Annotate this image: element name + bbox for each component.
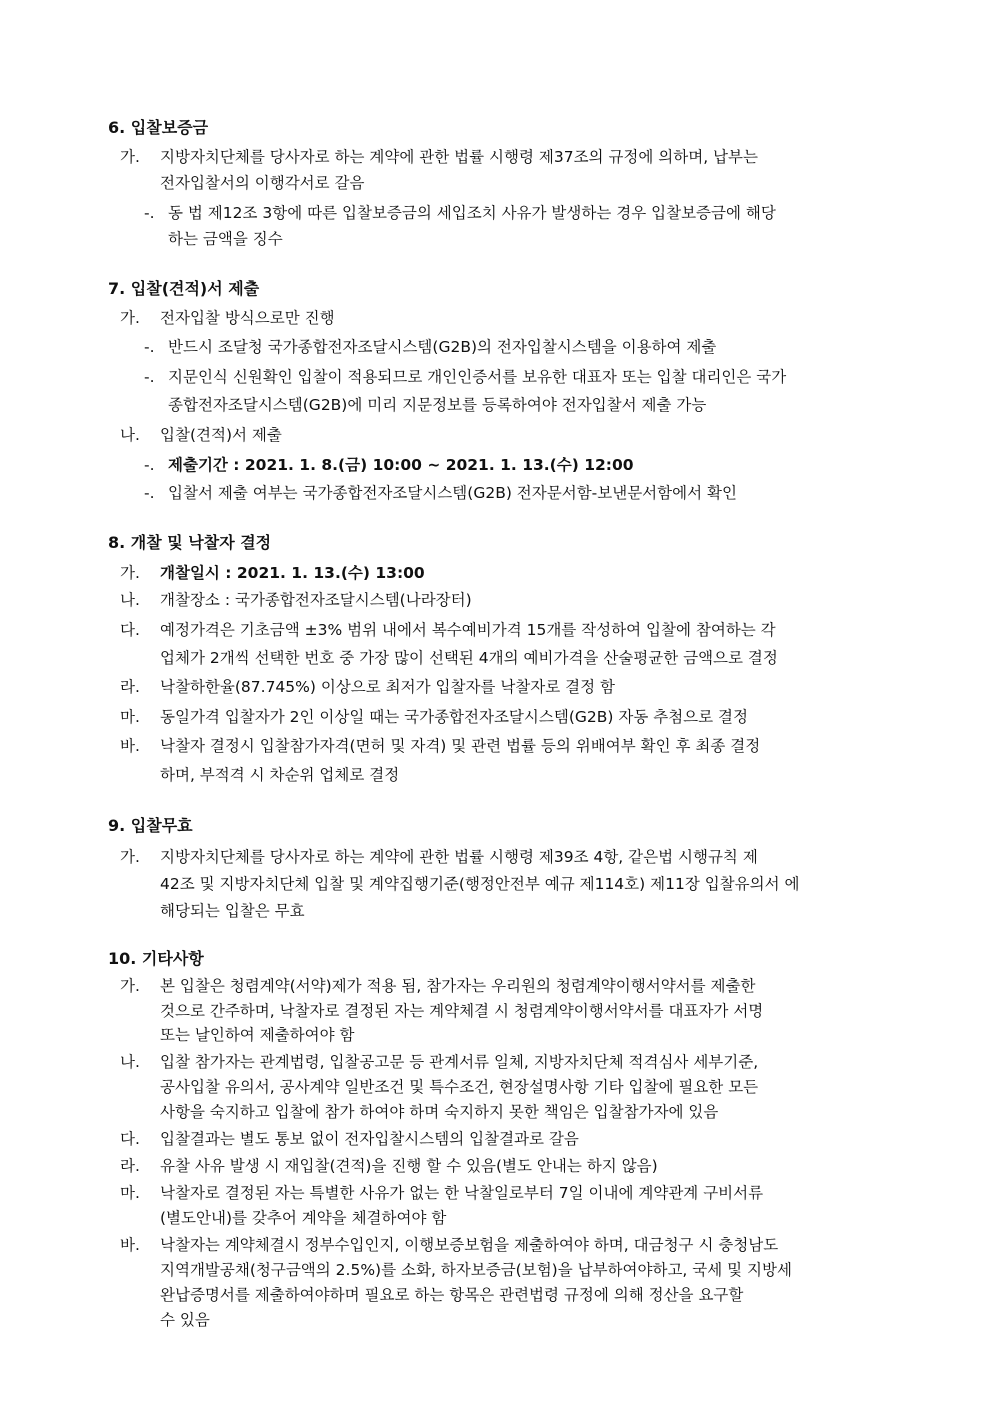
item-marker: 가. (120, 148, 140, 166)
item-marker: 다. (120, 1130, 140, 1148)
item-text: 낙찰자 결정시 입찰참가자격(면허 및 자격) 및 관련 법률 등의 위배여부 확인 후 최종 결정 (160, 737, 761, 755)
item-marker: 가. (120, 309, 140, 327)
submission-period: 제출기간 : 2021. 1. 8.(금) 10:00 ~ 2021. 1. 13.(수) 12:00 (168, 456, 634, 474)
section-8-item-e (120, 704, 922, 730)
section-7-title: 7. 입찰(견적)서 제출 (108, 279, 260, 298)
item-text: 입찰(견적)서 제출 (160, 426, 282, 444)
section-10-item-d (120, 1153, 922, 1179)
section-7-sub-item-2 (144, 364, 922, 390)
sub-marker: -. (144, 204, 155, 222)
section-8-item-f (120, 733, 922, 759)
section-9-title: 9. 입찰무효 (108, 816, 193, 835)
section-10-item-a-cont-1: 것으로 간주하며, 낙찰자로 결정된 자는 계약체결 시 청렴계약이행서약서를 대표자가 서명 (160, 1002, 764, 1020)
item-text: 본 입찰은 청렴계약(서약)제가 적용 됨, 참가자는 우리원의 청렴계약이행서약서를 제출한 (160, 977, 756, 995)
section-10-title: 10. 기타사항 (108, 949, 204, 968)
section-6-sub-item (144, 200, 922, 226)
section-8-item-c-cont: 업체가 2개씩 선택한 번호 중 가장 많이 선택된 4개의 예비가격을 산술평균한 금액으로 결정 (160, 649, 778, 667)
section-10-item-f (120, 1232, 922, 1258)
item-text: 낙찰자로 결정된 자는 특별한 사유가 없는 한 낙찰일로부터 7일 이내에 계약관계 구비서류 (160, 1184, 764, 1202)
section-8-item-d (120, 674, 922, 700)
sub-marker: -. (144, 338, 155, 356)
item-text: 지방자치단체를 당사자로 하는 계약에 관한 법률 시행령 제37조의 규정에 의하며, 납부는 (160, 148, 758, 166)
sub-text: 반드시 조달청 국가종합전자조달시스템(G2B)의 전자입찰시스템을 이용하여 제출 (168, 338, 717, 356)
item-marker: 가. (120, 564, 140, 582)
section-9-item-a-cont-1: 42조 및 지방자치단체 입찰 및 계약집행기준(행정안전부 예규 제114호) 제11장 입찰유의서 에 (160, 875, 800, 893)
item-marker: 바. (120, 737, 140, 755)
section-10-item-f-cont-2: 완납증명서를 제출하여야하며 필요로 하는 항목은 관련법령 규정에 의해 정산을 요구할 (160, 1286, 744, 1304)
section-6-item-a (120, 144, 922, 170)
section-7-sub-item-1 (144, 334, 922, 360)
item-text: 전자입찰 방식으로만 진행 (160, 309, 335, 327)
section-8-item-b (120, 587, 922, 613)
item-marker: 나. (120, 426, 140, 444)
section-10-item-c (120, 1126, 922, 1152)
item-text: 동일가격 입찰자가 2인 이상일 때는 국가종합전자조달시스템(G2B) 자동 추첨으로 결정 (160, 708, 748, 726)
item-text: 개찰장소 : 국가종합전자조달시스템(나라장터) (160, 591, 472, 609)
item-marker: 마. (120, 1184, 140, 1202)
section-8-item-c (120, 617, 922, 643)
opening-datetime: 개찰일시 : 2021. 1. 13.(수) 13:00 (160, 564, 425, 582)
section-7-sub-item-3 (144, 452, 922, 478)
section-8-title: 8. 개찰 및 낙찰자 결정 (108, 533, 272, 552)
item-marker: 라. (120, 678, 140, 696)
section-6-sub-item-cont: 하는 금액을 징수 (168, 230, 283, 248)
sub-text: 지문인식 신원확인 입찰이 적용되므로 개인인증서를 보유한 대표자 또는 입찰 대리인은 국가 (168, 368, 787, 386)
section-10-item-f-cont-3: 수 있음 (160, 1311, 210, 1329)
item-marker: 바. (120, 1236, 140, 1254)
section-7-sub-item-2-cont: 종합전자조달시스템(G2B)에 미리 지문정보를 등록하여야 전자입찰서 제출 가능 (168, 396, 707, 414)
item-text: 예정가격은 기초금액 ±3% 범위 내에서 복수예비가격 15개를 작성하여 입찰에 참여하는 각 (160, 621, 776, 639)
item-text: 유찰 사유 발생 시 재입찰(견적)을 진행 할 수 있음(별도 안내는 하지 않음) (160, 1157, 658, 1175)
item-text: 낙찰하한율(87.745%) 이상으로 최저가 입찰자를 낙찰자로 결정 함 (160, 678, 615, 696)
sub-text: 동 법 제12조 3항에 따른 입찰보증금의 세입조치 사유가 발생하는 경우 입찰보증금에 해당 (168, 204, 776, 222)
section-10-item-b-cont-2: 사항을 숙지하고 입찰에 참가 하여야 하며 숙지하지 못한 책임은 입찰참가자에 있음 (160, 1103, 719, 1121)
section-10-item-f-cont-1: 지역개발공채(청구금액의 2.5%)를 소화, 하자보증금(보험)을 납부하여야하고, 국세 및 지방세 (160, 1261, 792, 1279)
section-10-item-a (120, 973, 922, 999)
section-10-item-e (120, 1180, 922, 1206)
item-marker: 가. (120, 977, 140, 995)
section-7-sub-item-4 (144, 480, 922, 506)
item-marker: 다. (120, 621, 140, 639)
section-9-item-a (120, 844, 922, 870)
item-text: 지방자치단체를 당사자로 하는 계약에 관한 법률 시행령 제39조 4항, 같은법 시행규칙 제 (160, 848, 758, 866)
item-text: 입찰 참가자는 관계법령, 입찰공고문 등 관계서류 일체, 지방자치단체 적격심사 세부기준, (160, 1053, 759, 1071)
section-10-item-a-cont-2: 또는 날인하여 제출하여야 함 (160, 1026, 355, 1044)
section-10-item-b (120, 1049, 922, 1075)
section-9-item-a-cont-2: 해당되는 입찰은 무효 (160, 902, 305, 920)
sub-marker: -. (144, 456, 155, 474)
item-text: 입찰결과는 별도 통보 없이 전자입찰시스템의 입찰결과로 갈음 (160, 1130, 579, 1148)
item-marker: 나. (120, 1053, 140, 1071)
section-10-item-e-cont: (별도안내)를 갖추어 계약을 체결하여야 함 (160, 1209, 447, 1227)
sub-text: 입찰서 제출 여부는 국가종합전자조달시스템(G2B) 전자문서함-보낸문서함에서 확인 (168, 484, 737, 502)
sub-marker: -. (144, 484, 155, 502)
sub-marker: -. (144, 368, 155, 386)
item-marker: 나. (120, 591, 140, 609)
section-7-item-a (120, 305, 922, 331)
section-8-item-a (120, 560, 922, 586)
item-marker: 라. (120, 1157, 140, 1175)
item-text: 낙찰자는 계약체결시 정부수입인지, 이행보증보험을 제출하여야 하며, 대금청구 시 충청남도 (160, 1236, 779, 1254)
item-marker: 가. (120, 848, 140, 866)
section-6-item-a-cont: 전자입찰서의 이행각서로 갈음 (160, 174, 365, 192)
section-6-title: 6. 입찰보증금 (108, 118, 209, 137)
section-8-item-f-cont: 하며, 부적격 시 차순위 업체로 결정 (160, 766, 400, 784)
section-10-item-b-cont-1: 공사입찰 유의서, 공사계약 일반조건 및 특수조건, 현장설명사항 기타 입찰에 필요한 모든 (160, 1078, 759, 1096)
item-marker: 마. (120, 708, 140, 726)
section-7-item-b (120, 422, 922, 448)
